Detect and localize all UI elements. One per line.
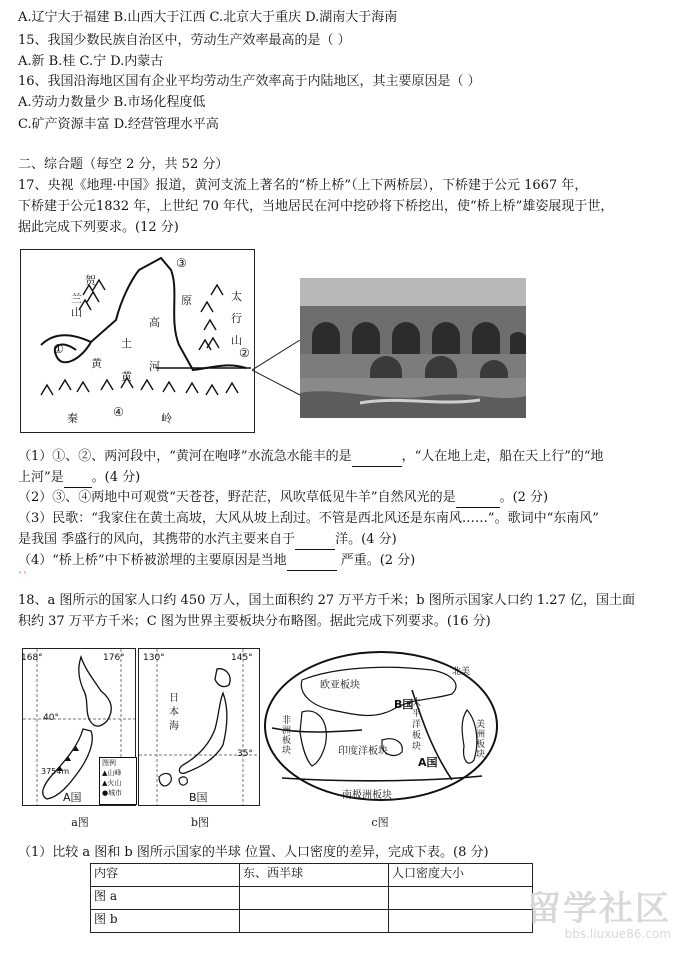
q16-stem: 16、我国沿海地区国有企业平均劳动生产效率高于内陆地区，其主要原因是（ ） bbox=[18, 74, 481, 89]
q17-stem-3: 据此完成下列要求。(12 分) bbox=[18, 220, 179, 235]
legend-title: 图例 bbox=[102, 759, 116, 767]
plate-pacific: 太平洋板块 bbox=[412, 698, 422, 752]
marker-2: ② bbox=[239, 346, 250, 360]
q17-2-text-b: 。(2 分) bbox=[499, 490, 549, 505]
q17-3-line1: （3）民歌：“我家住在黄土高坡，大风从坡上刮过。不管是西北风还是东南风……”。歌词中“东南风” bbox=[18, 511, 599, 526]
q17-1-line1 bbox=[18, 448, 604, 467]
table-cell[interactable] bbox=[240, 887, 389, 910]
country-a-marker: A国 bbox=[418, 756, 438, 769]
q17-1-text-c: 上河”是 bbox=[18, 470, 64, 485]
plate-indian: 印度洋板块 bbox=[338, 746, 388, 757]
map-b-lat: 35° bbox=[237, 749, 253, 759]
label-ling: 岭 bbox=[161, 412, 172, 425]
map-b-sea-3: 海 bbox=[169, 721, 179, 732]
map-a-peak: 3754m bbox=[41, 767, 70, 776]
table-row bbox=[91, 887, 533, 910]
table-row bbox=[91, 910, 533, 933]
q17-4-text-b: 严重。(2 分) bbox=[336, 553, 416, 568]
map-a-new-zealand bbox=[22, 648, 136, 806]
q17-3-text-c: 洋。(4 分) bbox=[335, 532, 397, 547]
label-xing: 行 bbox=[231, 312, 242, 325]
map-b-graphic bbox=[139, 649, 259, 805]
legend-volcano-label: 火山 bbox=[107, 779, 122, 787]
label-tu: 土 bbox=[121, 337, 132, 350]
table-cell: 图 a bbox=[91, 887, 240, 910]
map-b-country: B国 bbox=[189, 791, 208, 804]
q17-1-text-d: 。(4 分) bbox=[91, 470, 141, 485]
map-b-japan bbox=[138, 648, 260, 806]
answer-blank-1[interactable] bbox=[352, 448, 402, 467]
map-a-legend bbox=[99, 757, 137, 805]
map-b-sea-2: 本 bbox=[169, 707, 179, 718]
map-b-sea-1: 日 bbox=[169, 693, 179, 704]
answer-blank-2[interactable] bbox=[64, 469, 92, 488]
q17-stem-1: 17、央视《地理·中国》报道，黄河支流上著名的“桥上桥”（上下两桥层），下桥建于公元 1667 年， bbox=[18, 178, 588, 193]
legend-volcano: ▲火山 bbox=[102, 779, 122, 787]
q18-stem-1: 18、a 图所示的国家人口约 450 万人，国土面积约 27 万平方千米；b 图所示国家人口约 1.27 亿，国土面 bbox=[18, 593, 635, 608]
answer-blank-4[interactable] bbox=[295, 531, 335, 550]
q17-1-text-b: ，“人在地上走，船在天上行”的“地 bbox=[401, 449, 604, 464]
answer-blank-3[interactable] bbox=[456, 489, 500, 508]
answer-blank-5[interactable] bbox=[287, 552, 337, 571]
table-cell[interactable] bbox=[389, 887, 533, 910]
q17-2 bbox=[18, 489, 548, 508]
loess-plateau-map bbox=[20, 249, 255, 433]
q16-options-2: C.矿产资源丰富 D.经营管理水平高 bbox=[18, 117, 219, 132]
q16-options-1: A.劳动力数量少 B.市场化程度低 bbox=[18, 95, 206, 110]
plate-north-america: 北美 bbox=[452, 667, 471, 677]
marker-3: ③ bbox=[176, 256, 187, 270]
label-shan: 山 bbox=[71, 306, 82, 319]
comparison-table bbox=[90, 863, 533, 933]
table-header-cell: 人口密度大小 bbox=[389, 864, 533, 887]
label-huang: 黄 bbox=[91, 357, 102, 370]
marker-1: ① bbox=[53, 342, 64, 356]
caption-b: b图 bbox=[190, 816, 210, 829]
map-a-lon2: 176° bbox=[103, 653, 125, 663]
table-cell: 图 b bbox=[91, 910, 240, 933]
legend-city: ●城市 bbox=[102, 789, 123, 797]
q17-3-text-b: 是我国 季盛行的风向，其携带的水汽主要来自于 bbox=[18, 532, 296, 547]
map-b-lon2: 145° bbox=[231, 653, 253, 663]
section-2-title: 二、综合题（每空 2 分，共 52 分） bbox=[18, 157, 229, 172]
label-huang2: 黄 bbox=[121, 370, 132, 383]
bridge-photo bbox=[300, 278, 526, 418]
stray-mark: `` bbox=[18, 572, 28, 583]
label-tai: 太 bbox=[231, 290, 242, 303]
legend-peak-label: 山峰 bbox=[107, 769, 122, 777]
q17-2-text-a: （2）③、④两地中可观赏“天苍苍，野茫茫，风吹草低见牛羊”自然风光的是 bbox=[18, 490, 456, 505]
table-header-cell: 内容 bbox=[91, 864, 240, 887]
map-a-lon1: 168° bbox=[21, 653, 43, 663]
callout-lines bbox=[252, 340, 302, 400]
watermark-url: bbs.liuxue86.com bbox=[564, 927, 671, 941]
q15-stem: 15、我国少数民族自治区中，劳动生产效率最高的是（ ） bbox=[18, 33, 351, 48]
q17-3-line2 bbox=[18, 531, 397, 550]
watermark bbox=[527, 891, 671, 941]
plate-antarctic: 南极洲板块 bbox=[342, 790, 392, 801]
legend-city-label: 城市 bbox=[108, 789, 123, 797]
q17-1-line2 bbox=[18, 469, 140, 488]
caption-a: a图 bbox=[71, 816, 89, 829]
table-header-row bbox=[91, 864, 533, 887]
q18-stem-2: 积约 37 万平方千米；C 图为世界主要板块分布略图。据此完成下列要求。(16 分) bbox=[18, 614, 491, 629]
bridge-graphic bbox=[300, 278, 526, 418]
legend-peak: ▲山峰 bbox=[102, 769, 122, 777]
loess-map-graphic bbox=[21, 250, 254, 432]
plate-african: 非洲板块 bbox=[282, 716, 292, 756]
label-yuan: 原 bbox=[181, 294, 192, 307]
marker-4: ④ bbox=[113, 405, 124, 419]
map-a-lat: 40° bbox=[43, 713, 59, 723]
country-b-marker: B国 bbox=[394, 698, 414, 711]
watermark-brand: 留学社区 bbox=[527, 889, 671, 929]
q15-options: A.新 B.桂 C.宁 D.内蒙古 bbox=[18, 54, 164, 69]
map-b-lon1: 130° bbox=[143, 653, 165, 663]
table-cell[interactable] bbox=[240, 910, 389, 933]
caption-c: c图 bbox=[371, 816, 389, 829]
map-a-country: A国 bbox=[63, 791, 82, 804]
label-shan2: 山 bbox=[231, 334, 242, 347]
map-c-plates bbox=[262, 650, 500, 802]
label-gao: 高 bbox=[149, 316, 160, 329]
table-header-cell: 东、西半球 bbox=[240, 864, 389, 887]
q17-stem-2: 下桥建于公元1832 年，上世纪 70 年代，当地居民在河中挖砂将下桥挖出，使“桥上桥”雄姿展现于世， bbox=[18, 199, 614, 214]
q17-1-text-a: （1）①、②、两河段中，“黄河在咆哮”水流急水能丰的是 bbox=[18, 449, 352, 464]
q18-1: （1）比较 a 图和 b 图所示国家的半球 位置、人口密度的差异，完成下表。(8 分) bbox=[18, 845, 489, 860]
label-he: 贺 bbox=[85, 274, 96, 287]
plate-american: 美洲板块 bbox=[476, 720, 486, 760]
plate-eurasian: 欧亚板块 bbox=[320, 680, 360, 691]
q14-options: A.辽宁大于福建 B.山西大于江西 C.北京大于重庆 D.湖南大于海南 bbox=[18, 10, 398, 25]
q17-4-text-a: （4）“桥上桥”中下桥被淤埋的主要原因是当地 bbox=[18, 553, 287, 568]
q17-4 bbox=[18, 552, 415, 571]
label-qin: 秦 bbox=[67, 412, 78, 425]
label-he2: 河 bbox=[149, 360, 160, 373]
label-lan: 兰 bbox=[71, 292, 82, 305]
table-cell[interactable] bbox=[389, 910, 533, 933]
